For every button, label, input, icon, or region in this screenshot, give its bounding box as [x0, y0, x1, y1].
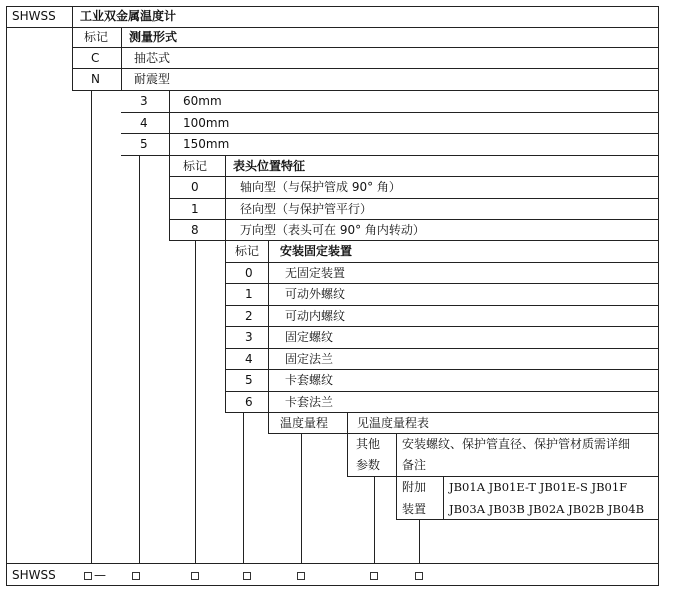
code-box-range — [297, 572, 305, 580]
footer-separator — [6, 563, 658, 564]
head-code-0: 0 — [191, 180, 199, 194]
frame-top — [6, 6, 658, 7]
attach-left-border — [396, 476, 397, 519]
mount-label-2: 可动内螺纹 — [285, 309, 346, 323]
head-divider — [225, 155, 226, 240]
other-text-1: 安装螺纹、保护管直径、保护管材质需详细 — [402, 437, 631, 451]
mount-label-6: 卡套法兰 — [285, 395, 334, 409]
rule — [396, 519, 658, 520]
rule — [225, 262, 658, 263]
mount-label-5: 卡套螺纹 — [285, 373, 334, 387]
attach-label-2: 装置 — [402, 502, 427, 516]
length-code-3: 3 — [140, 94, 148, 108]
measure-header-name: 测量形式 — [129, 30, 178, 44]
rule — [121, 133, 658, 134]
measure-label-c: 抽芯式 — [134, 51, 171, 65]
model-code: SHWSS — [12, 9, 56, 23]
measure-left-border — [72, 27, 73, 90]
frame-bottom — [6, 585, 658, 586]
rule — [72, 90, 658, 91]
rule — [268, 433, 658, 434]
length-label-5: 150mm — [183, 137, 230, 151]
code-box-length — [132, 572, 140, 580]
mount-code-2: 2 — [245, 309, 253, 323]
rule — [72, 68, 658, 69]
attach-line-2: JB03A JB03B JB02A JB02B JB04B — [449, 502, 645, 516]
other-text-2: 备注 — [402, 458, 427, 472]
length-code-4: 4 — [140, 116, 148, 130]
attach-line-1: JB01A JB01E-T JB01E-S JB01F — [449, 480, 628, 494]
code-box-other — [370, 572, 378, 580]
head-header-name: 表头位置特征 — [233, 159, 306, 173]
other-left-border — [347, 433, 348, 476]
title-divider — [72, 6, 73, 28]
rule — [347, 476, 658, 477]
rule — [121, 112, 658, 113]
code-box-head — [191, 572, 199, 580]
head-label-8: 万向型（表头可在 90° 角内转动） — [240, 223, 425, 237]
mount-header-mark: 标记 — [235, 244, 260, 258]
frame-left — [6, 6, 7, 586]
rule — [225, 412, 658, 413]
rule — [225, 305, 658, 306]
connector-attach — [419, 519, 420, 563]
measure-divider — [121, 27, 122, 90]
rule — [169, 176, 658, 177]
head-label-0: 轴向型（与保护管成 90° 角） — [240, 180, 401, 194]
measure-header-mark: 标记 — [84, 30, 109, 44]
mount-code-4: 4 — [245, 352, 253, 366]
attach-label-1: 附加 — [402, 480, 427, 494]
mount-code-6: 6 — [245, 395, 253, 409]
mount-code-3: 3 — [245, 330, 253, 344]
head-code-1: 1 — [191, 202, 199, 216]
rule — [169, 219, 658, 220]
length-label-3: 60mm — [183, 94, 222, 108]
range-label: 温度量程 — [280, 416, 329, 430]
code-box-attach — [415, 572, 423, 580]
head-label-1: 径向型（与保护管平行） — [240, 202, 373, 216]
measure-label-n: 耐震型 — [134, 72, 171, 86]
mount-header-name: 安装固定装置 — [280, 244, 353, 258]
rule — [225, 369, 658, 370]
attach-divider — [443, 476, 444, 519]
frame-right — [658, 6, 659, 586]
footer-model-code: SHWSS — [12, 568, 56, 582]
rule — [121, 155, 658, 156]
other-divider — [396, 433, 397, 476]
connector-other — [374, 476, 375, 563]
rule — [72, 47, 658, 48]
rule — [225, 391, 658, 392]
code-box-measure — [84, 572, 92, 580]
head-code-8: 8 — [191, 223, 199, 237]
length-divider — [169, 90, 170, 155]
rule — [225, 348, 658, 349]
footer-dash: — — [94, 568, 106, 582]
mount-code-0: 0 — [245, 266, 253, 280]
connector-head — [195, 240, 196, 563]
other-label-1: 其他 — [356, 437, 381, 451]
rule — [169, 198, 658, 199]
mount-code-5: 5 — [245, 373, 253, 387]
mount-divider — [268, 240, 269, 412]
code-box-mount — [243, 572, 251, 580]
range-value: 见温度量程表 — [357, 416, 430, 430]
mount-left-border — [225, 240, 226, 412]
other-label-2: 参数 — [356, 458, 381, 472]
measure-code-n: N — [91, 72, 100, 86]
mount-label-1: 可动外螺纹 — [285, 287, 346, 301]
mount-label-3: 固定螺纹 — [285, 330, 334, 344]
range-left-border — [268, 412, 269, 433]
rule — [169, 240, 658, 241]
mount-label-4: 固定法兰 — [285, 352, 334, 366]
product-title: 工业双金属温度计 — [80, 9, 177, 23]
head-header-mark: 标记 — [183, 159, 208, 173]
connector-length — [139, 155, 140, 563]
rule — [225, 326, 658, 327]
length-code-5: 5 — [140, 137, 148, 151]
connector-mount — [243, 412, 244, 563]
measure-code-c: C — [91, 51, 100, 65]
mount-label-0: 无固定装置 — [285, 266, 346, 280]
mount-code-1: 1 — [245, 287, 253, 301]
connector-measure — [91, 90, 92, 563]
range-divider — [347, 412, 348, 433]
length-label-4: 100mm — [183, 116, 230, 130]
title-row-line — [6, 27, 658, 28]
head-left-border — [169, 155, 170, 240]
connector-range — [301, 433, 302, 563]
rule — [225, 283, 658, 284]
